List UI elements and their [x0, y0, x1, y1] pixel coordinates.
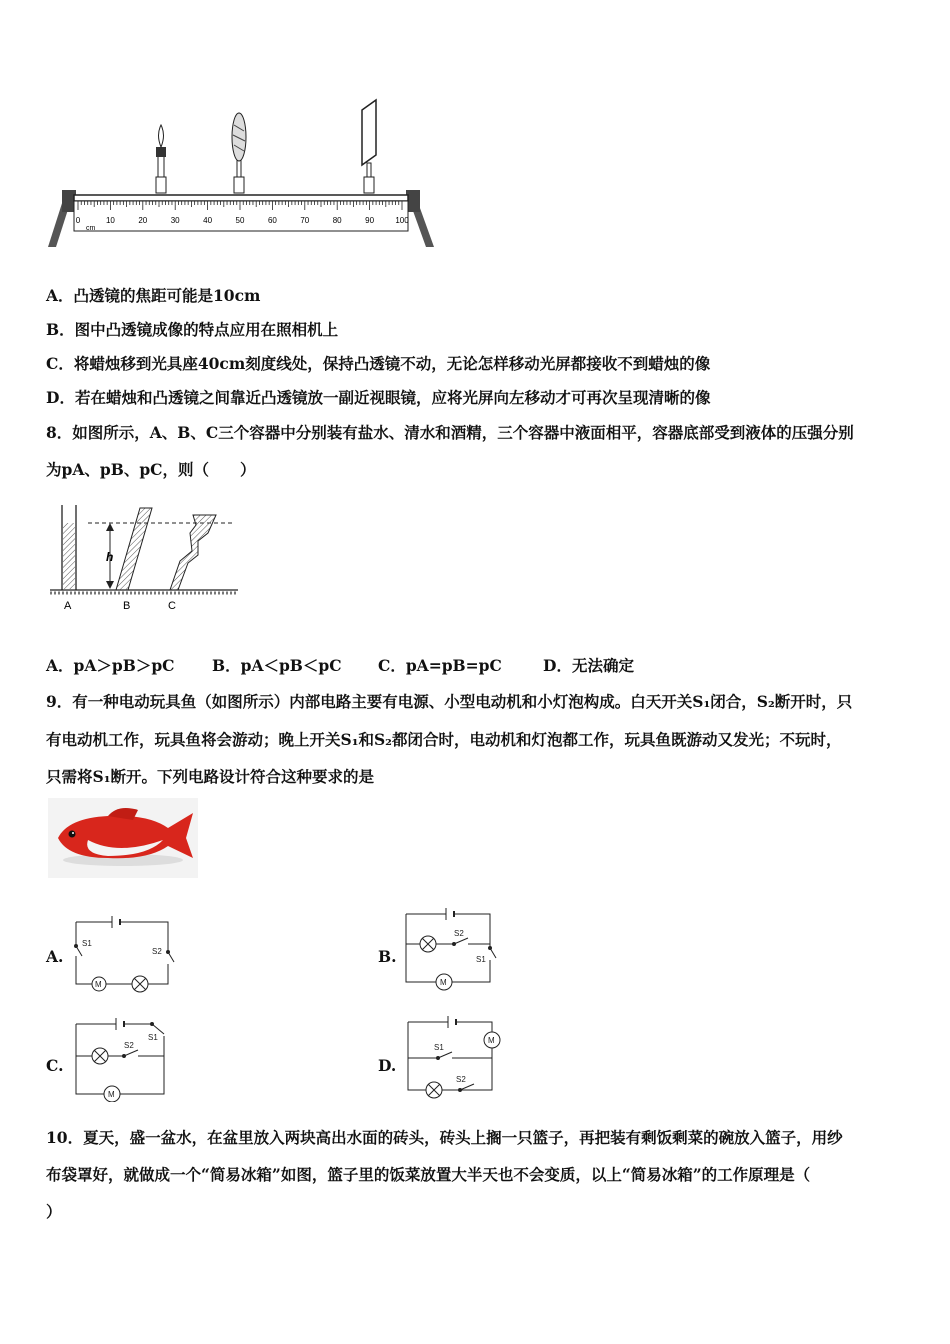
circuit-c — [72, 1016, 172, 1102]
ruler-number: 50 — [235, 216, 245, 225]
circuit-label-a: A. — [46, 947, 64, 966]
optical-bench-figure — [44, 95, 439, 255]
ruler-number: 40 — [203, 216, 213, 225]
containers-figure — [48, 503, 248, 618]
circuit-b — [402, 906, 502, 992]
ruler-number: 10 — [105, 216, 115, 225]
q7-option-d: D．若在蜡烛和凸透镜之间靠近凸透镜放一副近视眼镜，应将光屏向左移动才可再次呈现清晰的像 — [46, 388, 711, 407]
convex-lens — [232, 113, 246, 193]
ruler-number: 60 — [267, 216, 277, 225]
circuit-label-b: B. — [378, 947, 397, 966]
ruler-number: 70 — [300, 216, 310, 225]
container-a — [62, 505, 76, 590]
q7-option-c: C．将蜡烛移到光具座40cm刻度线处，保持凸透镜不动，无论怎样移动光屏都接收不到蜡烛的像 — [46, 354, 711, 373]
circuit-a — [68, 912, 178, 994]
label-c: C — [168, 600, 176, 612]
motor-label: M — [108, 1090, 115, 1099]
q10-stem-line3: ） — [46, 1202, 62, 1221]
circuit-label-d: D. — [378, 1056, 397, 1075]
q9-stem-line2: 有电动机工作，玩具鱼将会游动；晚上开关S₁和S₂都闭合时，电动机和灯泡都工作，玩具鱼既游动又发光；不玩时， — [46, 730, 842, 749]
container-c — [170, 515, 216, 590]
s1-label: S1 — [434, 1043, 444, 1052]
ruler-number: 0 — [75, 216, 81, 225]
q9-stem-line3: 只需将S₁断开。下列电路设计符合这种要求的是 — [46, 767, 374, 786]
ruler-number: 80 — [332, 216, 342, 225]
label-b: B — [123, 600, 131, 612]
s2-label: S2 — [152, 947, 162, 956]
toy-fish-image — [48, 798, 198, 878]
q8-stem-line2: 为pA、pB、pC，则（ ） — [46, 460, 256, 479]
motor-label: M — [440, 978, 447, 987]
q8-option-c: C．pA=pB=pC — [378, 656, 502, 675]
q8-option-b: B．pA＜pB＜pC — [212, 656, 342, 675]
ruler-number: 100 — [395, 216, 409, 225]
s1-label: S1 — [476, 955, 486, 964]
light-screen — [362, 100, 376, 193]
circuit-d — [404, 1014, 508, 1100]
label-h: h — [106, 550, 114, 564]
q7-option-a: A．凸透镜的焦距可能是10cm — [46, 286, 261, 305]
s2-label: S2 — [456, 1075, 466, 1084]
ruler-number: 90 — [365, 216, 375, 225]
s2-label: S2 — [124, 1041, 134, 1050]
q8-option-a: A．pA＞pB＞pC — [46, 656, 175, 675]
q7-option-b: B．图中凸透镜成像的特点应用在照相机上 — [46, 320, 339, 339]
s1-label: S1 — [82, 939, 92, 948]
q10-stem-line2: 布袋罩好，就做成一个“简易冰箱”如图，篮子里的饭菜放置大半天也不会变质，以上“简易冰箱”的工作原理是（ — [46, 1165, 811, 1184]
circuit-label-c: C. — [46, 1056, 64, 1075]
ruler-number: 30 — [170, 216, 180, 225]
candle — [156, 125, 166, 193]
q8-option-d: D．无法确定 — [543, 656, 634, 675]
q10-stem-line1: 10．夏天，盛一盆水，在盆里放入两块高出水面的砖头，砖头上搁一只篮子，再把装有剩饭剩菜的碗放入篮子，用纱 — [46, 1128, 843, 1147]
container-b — [116, 508, 152, 590]
q8-stem-line1: 8．如图所示，A、B、C三个容器中分别装有盐水、清水和酒精，三个容器中液面相平，容器底部受到液体的压强分别 — [46, 423, 854, 442]
s2-label: S2 — [454, 929, 464, 938]
q9-stem-line1: 9．有一种电动玩具鱼（如图所示）内部电路主要有电源、小型电动机和小灯泡构成。白天开关S₁闭合，S₂断开时，只 — [46, 692, 853, 711]
s1-label: S1 — [148, 1033, 158, 1042]
label-a: A — [64, 600, 72, 612]
motor-label: M — [488, 1036, 495, 1045]
ruler-number: 20 — [138, 216, 148, 225]
ruler-unit: cm — [86, 225, 96, 232]
motor-label: M — [95, 980, 102, 989]
